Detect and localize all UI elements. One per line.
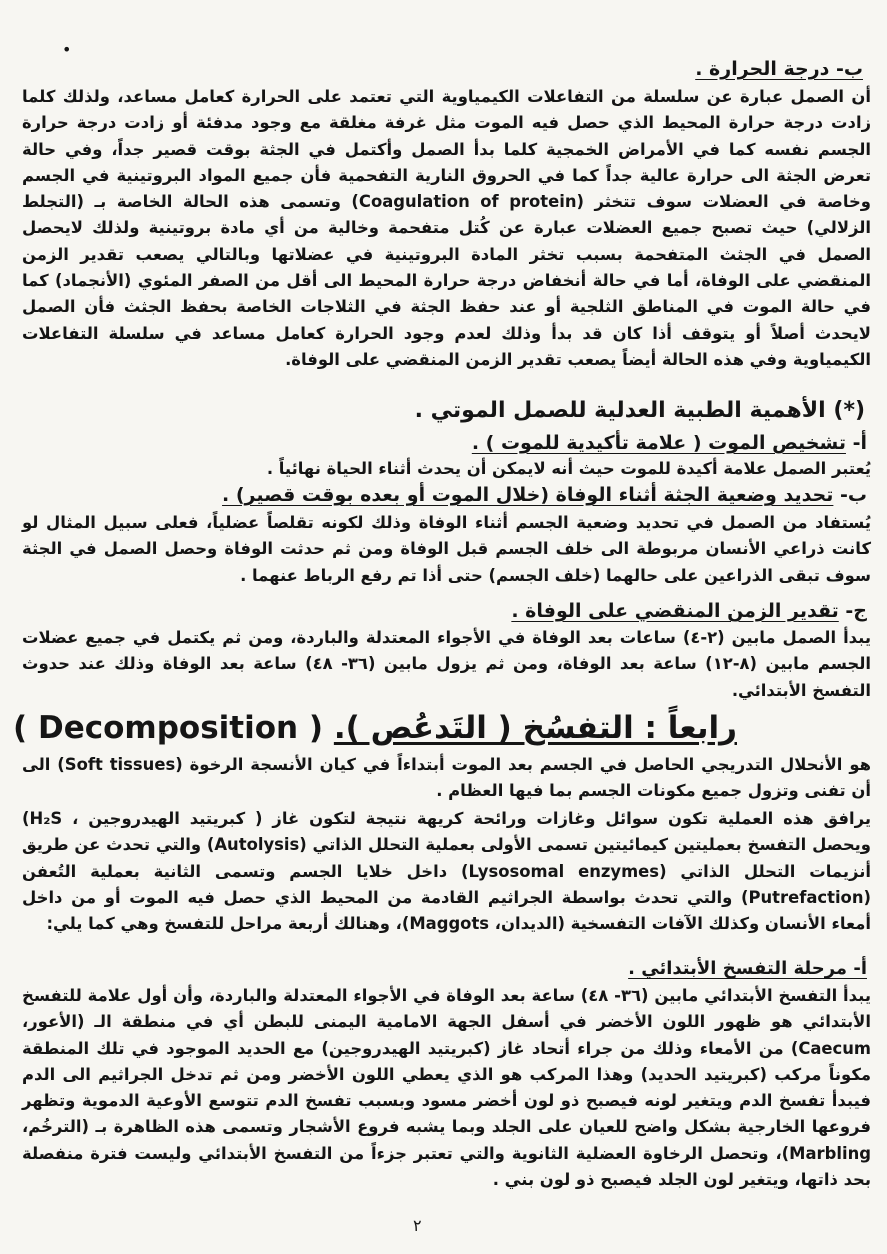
- subheading-early-decomposition: أ- مرحلة التفسخ الأبتدائي .: [628, 958, 867, 979]
- paragraph-decomposition-intro: هو الأنحلال التدريجي الحاصل في الجسم بعد الموت أبتداءاً في كيان الأنسجة الرخوة (Soft tissues) الى أن تفنى وتزول جميع مكونات الجسم بما فيها العظام .: [22, 755, 871, 801]
- paragraph-decomposition-process: يرافق هذه العملية تكون سوائل وغازات ورائحة كريهة نتيجة لتكون غاز ( كبريتيد الهيدروجين ، H₂S) ويحصل التفسخ بعمليتين كيمائيتين تسمى الأولى بعملية التحلل الذاتي (Autolysis) والتي تحدث عن طريق أنزيمات التحلل الذاتي (Lysosomal enzymes) داخل خلايا الجسم وتسمى الثانية بعملية التُعفن (Putrefaction) والتي تحدث بواسطة الجراثيم القادمة من المحيط الذي حصل فيه الموت أو من داخل أمعاء الأنسان وكذلك الآفات التفسخية (الديدان، Maggots)، وهنالك أربعة مراحل للتفسخ وهي كما يلي:: [22, 809, 871, 934]
- heading-temperature: ب- درجة الحرارة .: [695, 58, 863, 80]
- dot-mark: •: [62, 40, 72, 59]
- subheading-time-since-death: ج- تقدير الزمن المنقضي على الوفاة .: [511, 600, 867, 622]
- paragraph-time-since-death: يبدأ الصمل مابين (٢-٤) ساعات بعد الوفاة في الأجواء المعتدلة والباردة، ومن ثم يكتمل في جميع عضلات الجسم مابين (٨-١٢) ساعة بعد الوفاة، ومن ثم يزول مابين (٣٦- ٤٨) ساعة بعد الوفاة وذلك عند حدوث التفسخ الأبتدائي.: [22, 628, 872, 700]
- paragraph-temperature: أن الصمل عبارة عن سلسلة من التفاعلات الكيمياوية التي تعتمد على الحرارة كعامل مساعد، ولذلك كلما زادت درجة حرارة المحيط الذي حصل فيه الموت مثل غرفة مغلقة مع وجود مدفئة أو زادت درجة حرارة الجسم نفسه كما في الأمراض الخمجية كلما بدأ الصمل وأكتمل في الجثة بوقت قصير جداً، وفي حالة تعرض الجثة الى حرارة عالية جداً كما في الحروق النارية التفحمية فأن جميع المواد البروتينية في الجسم وخاصة في العضلات سوف تتخثر (Coagulation of protein) وتسمى هذه الحالة الخاصة بـ (التجلط الزلالي) حيث تصبح جميع العضلات عبارة عن كُتل متفحمة وخالية من أي مادة بروتينية ولذلك لايحصل الصمل في الجثث المتفحمة بسبب تخثر المادة البروتينية في عضلاتها وبالتالي يصعب تقدير الزمن المنقضي على الوفاة، أما في حالة أنخفاض درجة حرارة المحيط الى أقل من الصفر المئوي (الأنجماد) كما في حالة الموت في المناطق الثلجية أو عند حفظ الجثة في الثلاجات الخاصة بحفظ الجثث فأن الصمل لايحدث أصلاً أو يتوقف أذا كان قد بدأ وذلك لعدم وجود الحرارة كعامل مساعد في سلسلة التفاعلات الكيمياوية وفي هذه الحالة أيضاً يصعب تقدير الزمن المنقضي على الوفاة.: [22, 87, 871, 369]
- page-number: ٢: [413, 1216, 422, 1235]
- heading-decomposition: رابعاً : التفسُخ ( التَدعُص ). ( Decomposition ): [13, 710, 737, 746]
- paragraph-early-decomposition: يبدأ التفسخ الأبتدائي مابين (٣٦- ٤٨) ساعة بعد الوفاة في الأجواء المعتدلة والباردة، وأن أول علامة للتفسخ الأبتدائي هو ظهور اللون الأخضر في أسفل الجهة الامامية اليمنى للبطن أي في منطقة الـ (الأعور، Caecum) من الأمعاء وذلك من جراء أتحاد غاز (كبريتيد الهيدروجين) مع الحديد الموجود في تلك المنطقة مكوناً مركب (كبريتيد الحديد) وهذا المركب هو الذي يعطي اللون الأخضر ومن ثم تدخل الجراثيم الى الدم فيبدأ تفسخ الدم ويتغير لونه فيصبح ذو لون أخضر مسود وبسبب تفسخ الدم تتوسع الأوعية الدموية وتظهر فروعها الخارجية بشكل واضح للعيان على الجلد وبما يشبه فروع الأشجار وتسمى هذه الظاهرة بـ (الترخُم، Marbling)، وتحصل الرخاوة العضلية الثانوية والتي تعتبر جزءاً من التفسخ الأبتدائي وليست فترة منفصلة بحد ذاتها، ويتغير لون الجلد فيصبح ذو لون بني .: [22, 986, 871, 1190]
- heading-forensic-importance: (*) الأهمية الطبية العدلية للصمل الموتي .: [414, 398, 865, 423]
- paragraph-body-position: يُستفاد من الصمل في تحديد وضعية الجسم أثناء الوفاة وذلك لكونه تقلصاً عضلياً، فعلى سبيل المثال لو كانت ذراعي الأنسان مربوطة الى خلف الجسم قبل الوفاة ومن ثم حدثت الوفاة وحصل الصمل في الجثة سوف تبقى الذراعين على حالهما (خلف الجسم) حتى أذا تم رفع الرباط عنهما .: [22, 513, 871, 585]
- subheading-body-position: ب- تحديد وضعية الجثة أثناء الوفاة (خلال الموت أو بعده بوقت قصير) .: [222, 484, 867, 506]
- paragraph-death-diagnosis: يُعتبر الصمل علامة أكيدة للموت حيث أنه لايمكن أن يحدث أثناء الحياة نهائياً .: [266, 459, 871, 478]
- subheading-death-diagnosis: أ- تشخيص الموت ( علامة تأكيدية للموت ) .: [471, 432, 867, 454]
